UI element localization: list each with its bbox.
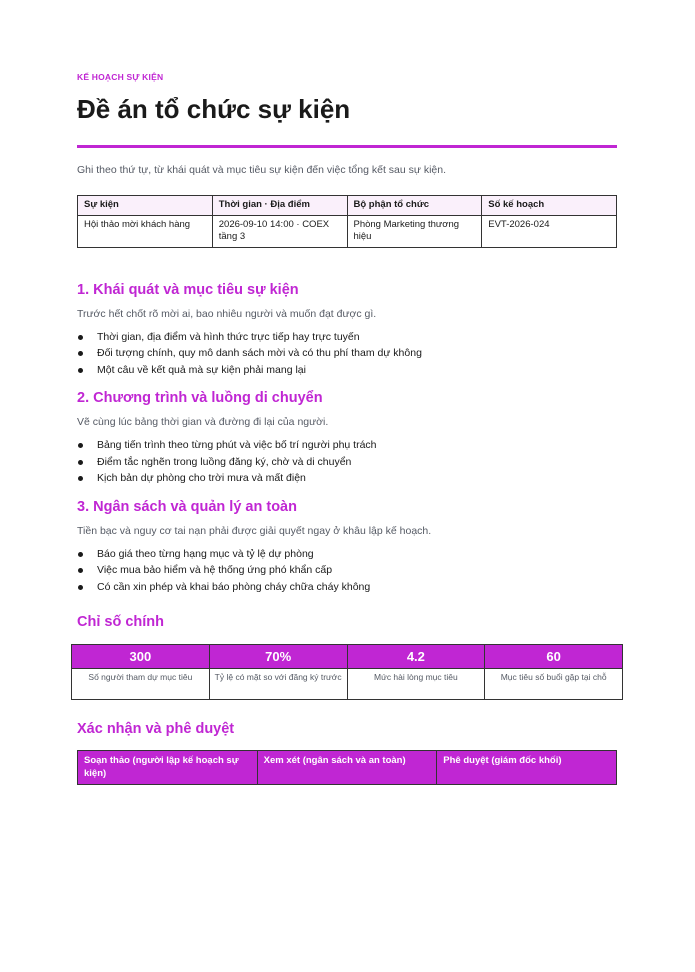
list-item-text: Một câu về kết quả mà sự kiện phải mang lại [97, 363, 306, 376]
event-name-cell: Hội thảo mời khách hàng [78, 215, 213, 247]
list-item-text: Đối tượng chính, quy mô danh sách mời và có thu phí tham dự không [97, 347, 422, 359]
event-time-place-cell: 2026-09-10 14:00 · COEX tầng 3 [212, 215, 347, 247]
kpi-label-satisfaction: Mức hài lòng mục tiêu [347, 669, 485, 700]
bullet-icon [78, 443, 83, 448]
section-desc-budget-safety: Tiền bạc và nguy cơ tai nạn phải được giải quyết ngay ở khâu lập kế hoạch. [77, 524, 432, 537]
list-item [77, 454, 617, 471]
approval-header-row [78, 751, 617, 785]
kpi-panel [71, 644, 623, 700]
list-item [77, 562, 617, 579]
event-department-cell: Phòng Marketing thương hiệu [347, 215, 482, 247]
approval-table [77, 750, 617, 785]
kpi-value-attendees: 300 [72, 645, 210, 669]
list-item-text: Kịch bản dự phòng cho trời mưa và mất điện [97, 472, 306, 484]
event-plan-number-cell: EVT-2026-024 [482, 215, 617, 247]
document-eyebrow: KẾ HOẠCH SỰ KIỆN [77, 72, 164, 82]
list-item-text: Báo giá theo từng hạng mục và tỷ lệ dự phòng [97, 547, 314, 560]
section-heading-budget-safety: 3. Ngân sách và quản lý an toàn [77, 498, 297, 515]
list-item [77, 437, 617, 454]
bullet-list-overview [77, 329, 617, 379]
list-item-text: Việc mua bảo hiểm và hệ thống ứng phó khẩn cấp [97, 564, 333, 576]
event-info-header-row [78, 196, 617, 216]
section-heading-kpi: Chỉ số chính [77, 614, 164, 630]
bullet-icon [78, 368, 83, 373]
kpi-label-attendees: Số người tham dự mục tiêu [72, 669, 210, 700]
bullet-icon [78, 585, 83, 590]
kpi-table [71, 644, 623, 700]
section-desc-overview: Trước hết chốt rõ mời ai, bao nhiêu người và muốn đạt được gì. [77, 307, 377, 320]
list-item-text: Bảng tiến trình theo từng phút và việc bố trí người phụ trách [97, 439, 377, 451]
intro-text: Ghi theo thứ tự, từ khái quát và mục tiêu sự kiện đến việc tổng kết sau sự kiện. [77, 164, 446, 176]
event-info-row [78, 215, 617, 247]
bullet-icon [78, 351, 83, 356]
list-item [77, 345, 617, 362]
document-page [0, 72, 695, 972]
event-info-header-plan-number: Số kế hoạch [482, 196, 617, 216]
kpi-value-meetings: 60 [485, 645, 623, 669]
list-item [77, 362, 617, 379]
kpi-label-meetings: Mục tiêu số buổi gặp tại chỗ [485, 669, 623, 700]
bullet-icon [78, 568, 83, 573]
bullet-icon [78, 552, 83, 557]
event-info-header-department: Bộ phận tổ chức [347, 196, 482, 216]
list-item [77, 546, 617, 563]
bullet-icon [78, 476, 83, 481]
list-item [77, 329, 617, 346]
list-item-text: Điểm tắc nghẽn trong luồng đăng ký, chờ và di chuyển [97, 455, 352, 468]
list-item [77, 579, 617, 596]
kpi-value-row [72, 645, 623, 669]
list-item [77, 470, 617, 487]
section-desc-program: Vẽ cùng lúc bảng thời gian và đường đi lại của người. [77, 416, 329, 428]
approval-header-approver: Phê duyệt (giám đốc khối) [437, 751, 617, 785]
approval-header-drafter: Soạn thảo (người lập kế hoạch sự kiện) [78, 751, 258, 785]
bullet-icon [78, 460, 83, 465]
bullet-icon [78, 335, 83, 340]
kpi-value-satisfaction: 4.2 [347, 645, 485, 669]
kpi-value-attendance-rate: 70% [209, 645, 347, 669]
bullet-list-budget-safety [77, 546, 617, 596]
bullet-list-program [77, 437, 617, 487]
kpi-label-row [72, 669, 623, 700]
title-divider [77, 145, 617, 148]
section-heading-overview: 1. Khái quát và mục tiêu sự kiện [77, 281, 299, 298]
list-item-text: Có cần xin phép và khai báo phòng cháy chữa cháy không [97, 580, 371, 593]
page-title: Đề án tổ chức sự kiện [77, 94, 351, 124]
list-item-text: Thời gian, địa điểm và hình thức trực tiếp hay trực tuyến [97, 330, 360, 343]
section-heading-approval: Xác nhận và phê duyệt [77, 721, 235, 737]
event-info-header-time-place: Thời gian · Địa điểm [212, 196, 347, 216]
section-heading-program: 2. Chương trình và luồng di chuyển [77, 390, 323, 406]
approval-header-reviewer: Xem xét (ngân sách và an toàn) [257, 751, 437, 785]
kpi-label-attendance-rate: Tỷ lệ có mặt so với đăng ký trước [209, 669, 347, 700]
event-info-table [77, 195, 617, 248]
event-info-header-event: Sự kiện [78, 196, 213, 216]
